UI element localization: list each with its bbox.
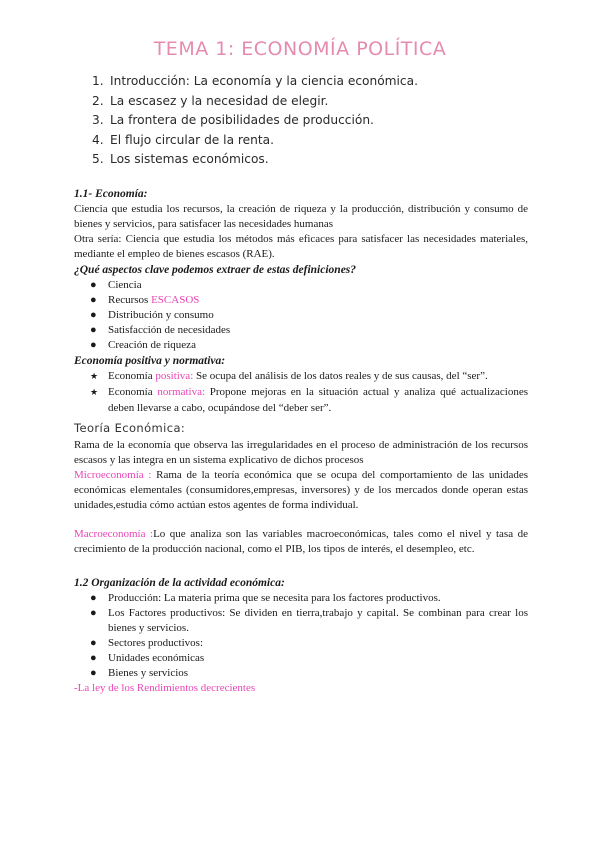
list-item-text: Ciencia [108, 279, 142, 291]
list-item-text: Economía [108, 370, 156, 382]
list-item [90, 636, 528, 651]
table-of-contents [92, 72, 418, 170]
section-heading-economia: 1.1- Economía: [74, 188, 148, 200]
macroeconomia-label: Macroeconomía : [74, 528, 154, 541]
spacer [74, 513, 528, 527]
rendimientos-decrecientes-line: -La ley de los Rendimientos decrecientes [74, 682, 256, 695]
organization-list [74, 591, 528, 681]
content-body [74, 186, 528, 696]
economy-types-list [74, 369, 528, 416]
page-title: TEMA 1: ECONOMÍA POLÍTICA [153, 38, 447, 60]
star-icon: ★ [90, 371, 99, 381]
list-item [90, 323, 528, 338]
definition-2: Otra sería: Ciencia que estudia los métodos más eficaces para satisfacer las necesidades materiales, mediante el empleo de bienes escasos (RAE). [74, 233, 528, 260]
highlight-escasos: ESCASOS [151, 294, 200, 306]
list-item-text: Unidades económicas [108, 652, 205, 665]
list-item [90, 308, 528, 323]
toc-text: La escasez y la necesidad de elegir. [110, 93, 329, 108]
bullet-icon: ● [90, 309, 97, 321]
bullet-icon: ● [90, 279, 97, 291]
microeconomia-text: Rama de la teoría económica que se ocupa del comportamiento de las unidades económicas elementales (consumidores,empresas, inversores) y de los mercados donde operan estas unidades,estudia cómo actúan estos agentes de forma individual. [74, 469, 528, 512]
toc-text: Los sistemas económicos. [110, 152, 269, 166]
list-item-text: Los Factores productivos: Se dividen en tierra,trabajo y capital. Se combinan para crear los bienes y servicios. [108, 607, 528, 635]
list-item [90, 666, 528, 681]
spacer [74, 557, 528, 575]
list-item-text: Se ocupa del análisis de los datos reales y de sus causas, del “ser”. [193, 370, 488, 382]
highlight-normativa: normativa: [157, 385, 206, 398]
section-heading-organizacion: 1.2 Organización de la actividad económica: [74, 577, 285, 590]
list-item-text: Recursos [108, 294, 152, 306]
bullet-icon: ● [90, 324, 97, 336]
bullet-icon: ● [90, 667, 97, 680]
toc-number: 2. [92, 93, 104, 108]
microeconomia-label: Microeconomía : [74, 469, 152, 482]
list-item [90, 293, 528, 308]
list-item-text: Sectores productivos: [108, 637, 204, 650]
teoria-text: Rama de la economía que observa las irregularidades en el proceso de administración de los recursos escasos y las integra en un sistema explicativo de dichos procesos [74, 439, 528, 467]
list-item-text: Satisfacción de necesidades [108, 324, 231, 336]
list-item-text: Distribución y consumo [108, 309, 214, 321]
list-item [90, 606, 528, 636]
bullet-icon: ● [90, 637, 97, 650]
bullet-icon: ● [90, 607, 97, 620]
toc-text: El flujo circular de la renta. [110, 132, 274, 147]
positive-normative-heading: Economía positiva y normativa: [74, 355, 226, 367]
toc-text: Introducción: La economía y la ciencia económica. [110, 74, 418, 88]
bullet-icon: ● [90, 294, 97, 306]
list-item-text: Economía [108, 385, 158, 398]
macroeconomia-text: Lo que analiza son las variables macroeconómicas, tales como el nivel y tasa de crecimiento de la producción nacional, como el PIB, los tipos de interés, el desempleo, etc. [74, 528, 528, 556]
list-item [90, 651, 528, 666]
question-heading: ¿Qué aspectos clave podemos extraer de estas definiciones? [74, 264, 357, 276]
toc-text: La frontera de posibilidades de producción. [110, 113, 374, 127]
teoria-heading: Teoría Económica: [74, 421, 186, 436]
bullet-icon: ● [90, 592, 97, 605]
list-item [90, 338, 528, 353]
toc-number: 3. [92, 113, 104, 127]
list-item [90, 591, 528, 606]
key-aspects-list [74, 278, 528, 353]
toc-item [92, 131, 418, 151]
toc-item [92, 111, 418, 131]
toc-item [92, 72, 418, 92]
toc-number: 5. [92, 152, 104, 166]
bullet-icon: ● [90, 339, 97, 351]
list-item-text: Bienes y servicios [108, 667, 189, 680]
bullet-icon: ● [90, 652, 97, 665]
toc-item [92, 150, 418, 170]
definition-1: Ciencia que estudia los recursos, la creación de riqueza y la producción, distribución y consumo de bienes y servicios, para satisfacer las necesidades humanas [74, 203, 528, 230]
toc-number: 1. [92, 74, 104, 88]
teoria-paragraph [74, 438, 528, 513]
list-item [90, 369, 528, 385]
macro-paragraph [74, 527, 528, 557]
list-item [90, 385, 528, 417]
list-item [90, 278, 528, 293]
highlight-positiva: positiva: [155, 370, 194, 382]
toc-number: 4. [92, 132, 104, 147]
list-item-text: Propone mejoras en la situación actual y analiza qué actualizaciones deben llevarse a cabo, ocupándose del “deber ser”. [108, 385, 528, 414]
list-item-text: Creación de riqueza [108, 339, 196, 351]
list-item-text: Producción: La materia prima que se necesita para los factores productivos. [108, 592, 441, 605]
toc-item [92, 92, 418, 112]
star-icon: ★ [90, 386, 99, 397]
